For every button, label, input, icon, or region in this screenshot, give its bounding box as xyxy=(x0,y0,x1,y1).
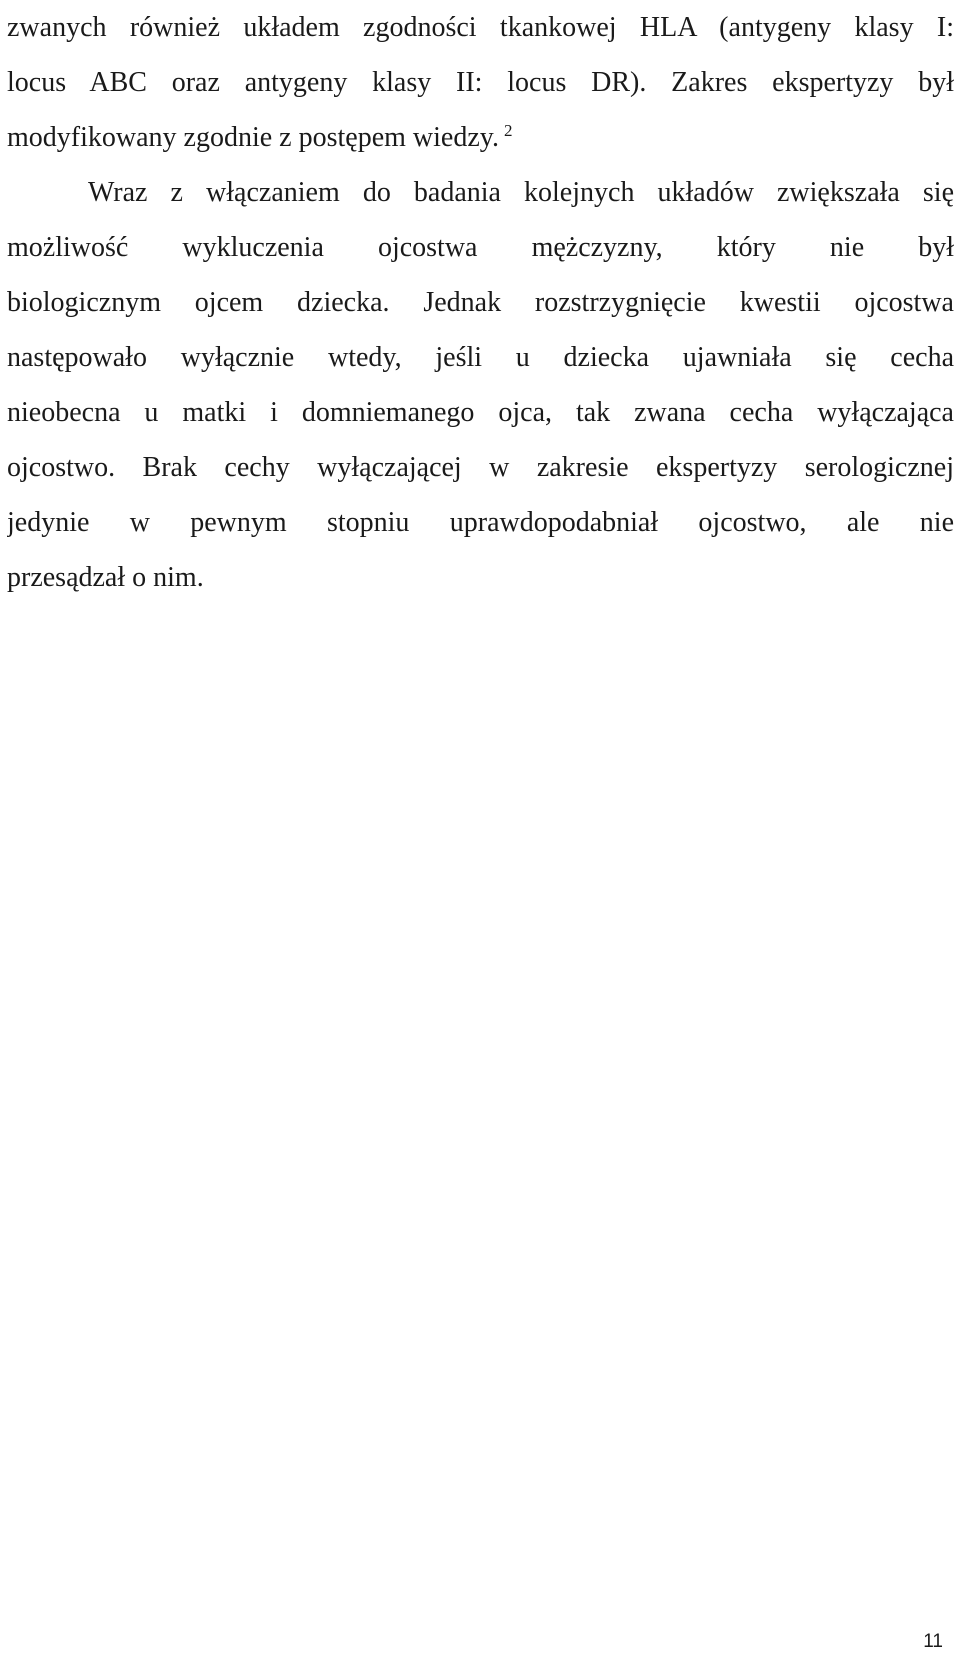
text-line: nieobecna u matki i domniemanego ojca, tak zwana cecha wyłączająca xyxy=(7,397,954,428)
text-line: ojcostwo. Brak cechy wyłączającej w zakresie ekspertyzy serologicznej xyxy=(7,452,954,483)
text-line: Wraz z włączaniem do badania kolejnych układów zwiększała się xyxy=(88,177,954,208)
paragraph xyxy=(7,8,954,173)
text-line: zwanych również układem zgodności tkankowej HLA (antygeny klasy I: xyxy=(7,12,954,43)
text-line: jedynie w pewnym stopniu uprawdopodabniał ojcostwo, ale nie xyxy=(7,507,954,538)
text-line xyxy=(7,118,954,173)
paragraph xyxy=(7,173,954,613)
text-line: przesądzał o nim. xyxy=(7,562,204,593)
text-line: biologicznym ojcem dziecka. Jednak rozstrzygnięcie kwestii ojcostwa xyxy=(7,287,954,318)
body-text xyxy=(7,8,954,613)
text-line: locus ABC oraz antygeny klasy II: locus DR). Zakres ekspertyzy był xyxy=(7,67,954,98)
page-number: 11 xyxy=(923,1631,943,1652)
text-line-content: modyfikowany zgodnie z postępem wiedzy. xyxy=(7,122,499,153)
text-line: następowało wyłącznie wtedy, jeśli u dziecka ujawniała się cecha xyxy=(7,342,954,373)
footnote-reference[interactable]: 2 xyxy=(503,120,513,140)
text-line: możliwość wykluczenia ojcostwa mężczyzny, który nie był xyxy=(7,232,954,263)
